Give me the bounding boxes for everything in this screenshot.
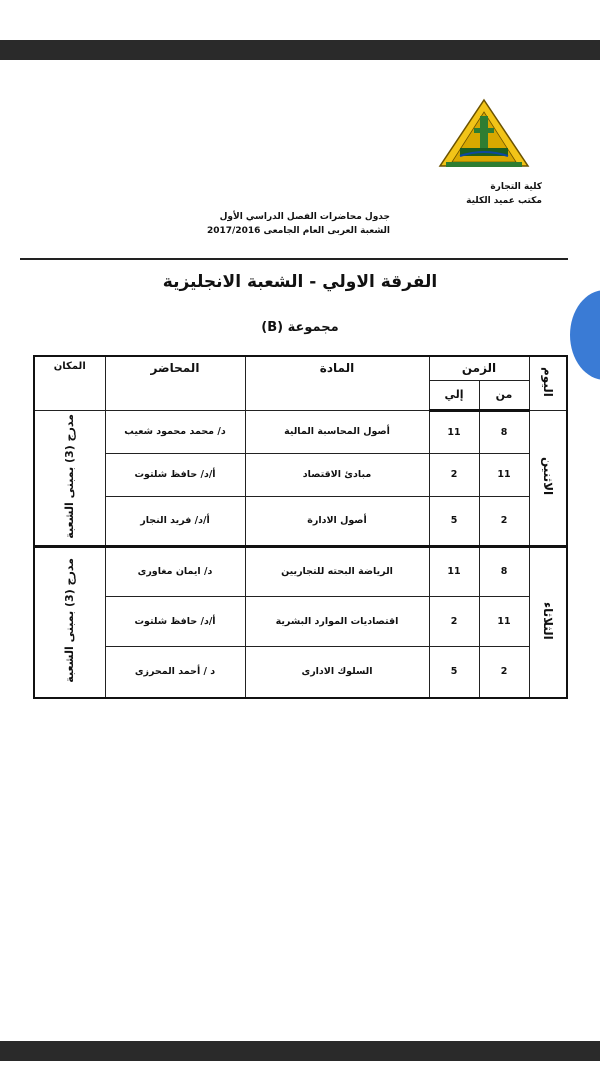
subject-cell: السلوك الادارى (245, 646, 429, 698)
schedule-title: جدول محاضرات الفصل الدراسي الأول (219, 212, 390, 222)
time-from: 11 (479, 596, 529, 646)
time-from: 2 (479, 646, 529, 698)
time-to: 5 (429, 496, 479, 546)
subject-cell: مبادئ الاقتصاد (245, 453, 429, 496)
subject-cell: اقتصاديات الموارد البشرية (245, 596, 429, 646)
university-logo-icon (436, 98, 532, 170)
time-to: 11 (429, 410, 479, 453)
subject-cell: الرياضة البحته للتجاريين (245, 546, 429, 596)
floating-action-edge[interactable] (570, 290, 600, 380)
lecturer-cell: د/ ايمان مغاورى (105, 546, 245, 596)
page-title: الفرقة الاولي - الشعبة الانجليزية (162, 272, 438, 292)
time-from: 2 (479, 496, 529, 546)
time-to: 2 (429, 596, 479, 646)
place-cell: مدرج (3) بمبنى الشعبة (34, 410, 105, 546)
dean-office: مكتب عميد الكلية (466, 196, 542, 206)
place-cell: مدرج (3) بمبنى الشعبة (34, 546, 105, 698)
day-cell: الاثنين (529, 410, 567, 546)
header-place: المكان (34, 356, 105, 410)
lecturer-cell: أ/د/ فريد النجار (105, 496, 245, 546)
time-from: 8 (479, 410, 529, 453)
header-subject: المادة (245, 356, 429, 410)
schedule-table (33, 355, 568, 699)
subject-cell: أصول الادارة (245, 496, 429, 546)
group-label: مجموعة (B) (261, 320, 339, 335)
lecturer-cell: د / أحمد المحرزى (105, 646, 245, 698)
day-cell: الثلاثاء (529, 546, 567, 698)
divider (20, 258, 568, 260)
lecturer-cell: أ/د/ حافظ شلتوت (105, 453, 245, 496)
time-from: 11 (479, 453, 529, 496)
lecturer-cell: د/ محمد محمود شعيب (105, 410, 245, 453)
subject-cell: أصول المحاسبة المالية (245, 410, 429, 453)
time-to: 5 (429, 646, 479, 698)
header-from: من (479, 380, 529, 410)
college-name: كلية التجارة (490, 182, 542, 192)
header-lecturer: المحاضر (105, 356, 245, 410)
time-to: 11 (429, 546, 479, 596)
schedule-header (207, 210, 390, 238)
header-time: الزمن (429, 356, 529, 380)
top-bar (0, 40, 600, 60)
header-to: إلي (429, 380, 479, 410)
lecturer-cell: أ/د/ حافظ شلتوت (105, 596, 245, 646)
time-to: 2 (429, 453, 479, 496)
college-block (466, 180, 542, 208)
header-day: اليوم (529, 356, 567, 410)
bottom-bar (0, 1041, 600, 1061)
time-from: 8 (479, 546, 529, 596)
academic-year: الشعبة العربى العام الجامعى 2017/2016 (207, 226, 390, 236)
